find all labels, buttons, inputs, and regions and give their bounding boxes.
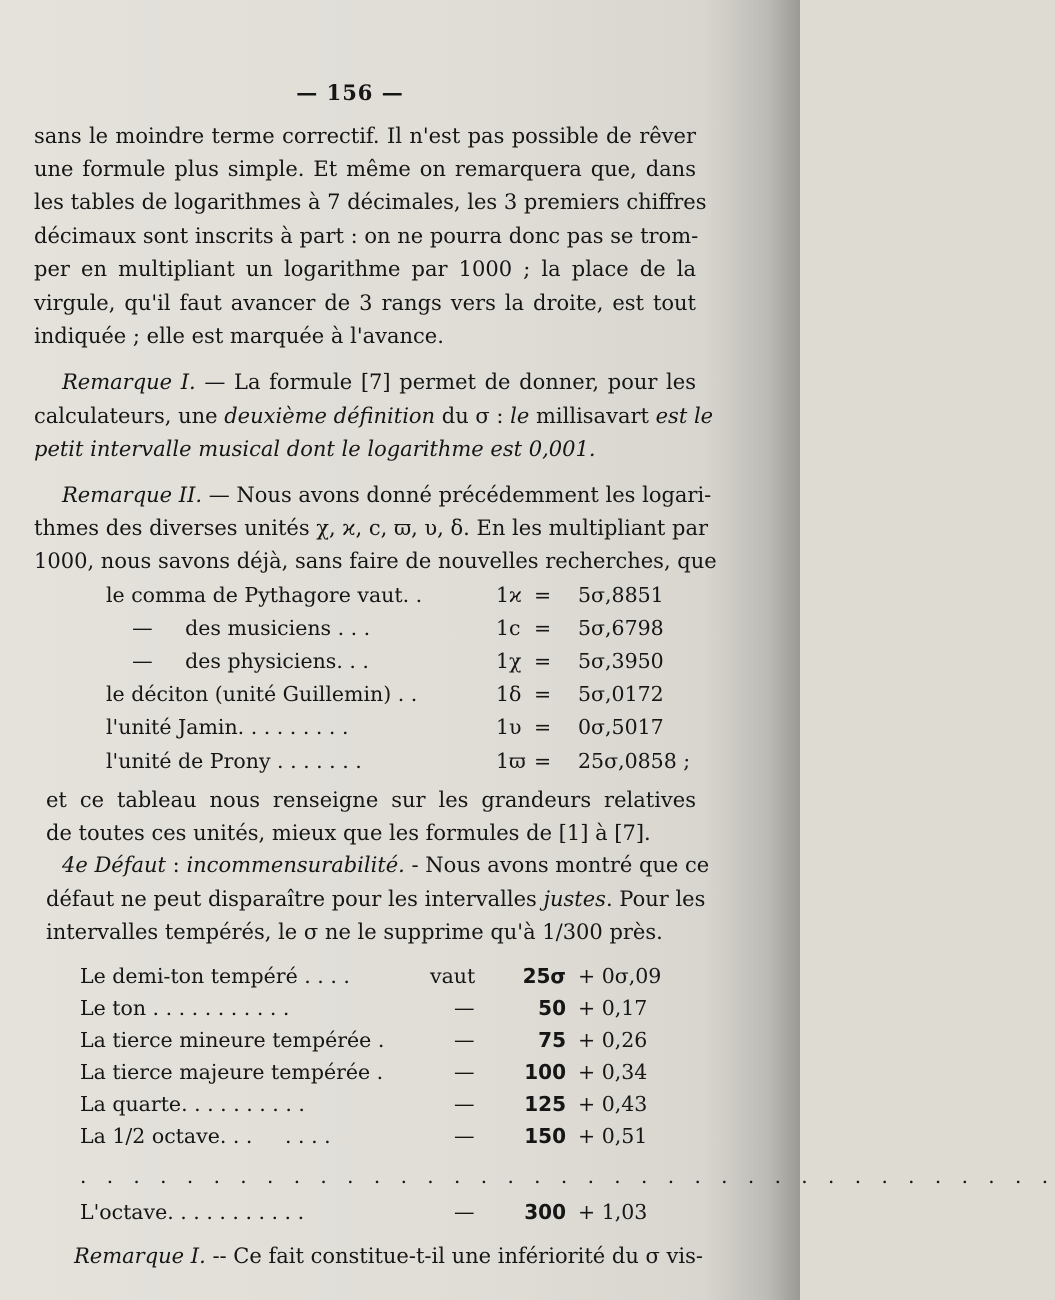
table-row: La tierce mineure tempérée . — 75 + 0,26 xyxy=(80,1028,648,1052)
text-line: indiquée ; elle est marquée à l'avance. xyxy=(34,324,444,348)
table-row: Le ton . . . . . . . . . . . — 50 + 0,17 xyxy=(80,996,648,1020)
page-number: — 156 — xyxy=(296,80,404,105)
table-row: L'octave. . . . . . . . . . . — 300 + 1,03 xyxy=(80,1200,648,1224)
dotted-separator: . . . . . . . . . . . . . . . . . . . . . . . . . . . . . . . . . . . . . xyxy=(80,1164,1055,1188)
defaut-label: 4e Défaut xyxy=(62,853,166,877)
remark-1-line-3: petit intervalle musical dont le logarithme est 0,001. xyxy=(34,437,596,461)
remark-1-line-1: Remarque I. — La formule [7] permet de donner, pour les xyxy=(62,370,696,394)
remark-label: Remarque I. xyxy=(62,370,196,394)
text-line: per en multipliant un logarithme par 1000 ; la place de la xyxy=(34,257,696,281)
remark-label: Remarque II. xyxy=(62,483,203,507)
table-row: — des musiciens . . . 1c = 5σ,6798 xyxy=(106,616,664,640)
remark-2-line-1: Remarque II. — Nous avons donné précédemment les logari- xyxy=(62,483,712,507)
remark-2-line-3: 1000, nous savons déjà, sans faire de nouvelles recherches, que xyxy=(34,549,717,573)
text-line: de toutes ces unités, mieux que les formules de [1] à [7]. xyxy=(46,821,651,845)
table-row: — des physiciens. . . 1χ = 5σ,3950 xyxy=(106,649,664,673)
table-row: La quarte. . . . . . . . . . — 125 + 0,43 xyxy=(80,1092,648,1116)
text-line: décimaux sont inscrits à part : on ne pourra donc pas se trom- xyxy=(34,224,699,248)
table-row: La 1/2 octave. . . . . . . — 150 + 0,51 xyxy=(80,1124,648,1148)
remark-final-line: Remarque I. -- Ce fait constitue-t-il une infériorité du σ vis- xyxy=(74,1244,703,1268)
text-line: sans le moindre terme correctif. Il n'est pas possible de rêver xyxy=(34,124,696,148)
defaut-line-3: intervalles tempérés, le σ ne le supprime qu'à 1/300 près. xyxy=(46,920,663,944)
table-row: le comma de Pythagore vaut. . 1ϰ = 5σ,8851 xyxy=(106,583,664,607)
table-row: l'unité Jamin. . . . . . . . . 1υ = 0σ,5017 xyxy=(106,715,664,739)
text-line: les tables de logarithmes à 7 décimales, les 3 premiers chiffres xyxy=(34,190,707,214)
remark-1-line-2: calculateurs, une deuxième définition du σ : le millisavart est le xyxy=(34,404,714,428)
table-row: La tierce majeure tempérée . — 100 + 0,34 xyxy=(80,1060,648,1084)
text-line: virgule, qu'il faut avancer de 3 rangs vers la droite, est tout xyxy=(34,291,696,315)
text-line: une formule plus simple. Et même on remarquera que, dans xyxy=(34,157,696,181)
remark-label: Remarque I. xyxy=(74,1244,206,1268)
defaut-line-2: défaut ne peut disparaître pour les intervalles justes. Pour les xyxy=(46,887,706,911)
table-row: l'unité de Prony . . . . . . . 1ϖ = 25σ,0858 ; xyxy=(106,749,691,773)
remark-2-line-2: thmes des diverses unités χ, ϰ, c, ϖ, υ, δ. En les multipliant par xyxy=(34,516,708,540)
text-line: et ce tableau nous renseigne sur les grandeurs relatives xyxy=(46,788,696,812)
table-row: Le demi-ton tempéré . . . . vaut 25σ + 0σ,09 xyxy=(80,964,662,988)
defaut-line-1: 4e Défaut : incommensurabilité. - Nous avons montré que ce xyxy=(62,853,710,877)
table-row: le déciton (unité Guillemin) . . 1δ = 5σ,0172 xyxy=(106,682,664,706)
